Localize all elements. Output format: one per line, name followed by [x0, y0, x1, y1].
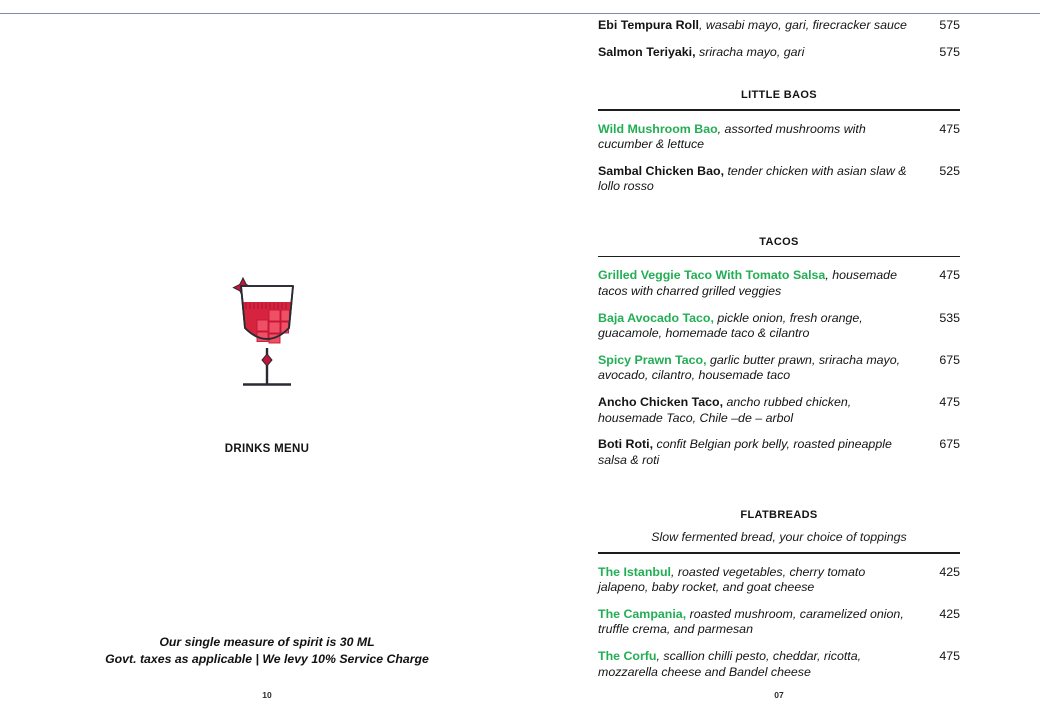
menu-item-price: 425 [939, 564, 960, 579]
menu-item-text [598, 122, 916, 153]
menu-item-description: tender chicken with asian slaw & lollo rosso [598, 163, 907, 194]
menu-item-text [598, 437, 916, 468]
menu-item-text [598, 395, 916, 426]
menu-item-text [598, 649, 916, 680]
menu-item-text [598, 45, 916, 61]
section-heading: TACOS [759, 235, 799, 248]
menu-item-description: confit Belgian pork belly, roasted pineapple salsa & roti [598, 437, 892, 467]
menu-item-description: , assorted mushrooms with cucumber & lettuce [598, 121, 866, 152]
section-spacer [598, 206, 960, 236]
section-spacer [598, 479, 960, 509]
section-subtitle: Slow fermented bread, your choice of toppings [651, 530, 907, 545]
menu-item-text [598, 311, 916, 342]
menu-item [598, 18, 960, 34]
menu-item [598, 395, 960, 426]
page-number-right: 07 [774, 690, 784, 700]
menu-item-price: 535 [939, 310, 960, 325]
menu-section [598, 89, 960, 195]
menu-item-name: Wild Mushroom Bao [598, 121, 718, 136]
menu-item-price: 675 [939, 437, 960, 452]
menu-item-name: Boti Roti, [598, 437, 654, 452]
spirit-measure-note: Our single measure of spirit is 30 ML [159, 635, 375, 649]
drinks-menu-title: DRINKS MENU [224, 443, 310, 455]
menu-item-description: pickle onion, fresh orange, guacamole, homemade taco & cilantro [598, 310, 863, 341]
menu-item-name: The Corfu [598, 649, 657, 664]
menu-item-text [598, 18, 916, 34]
menu-item-price: 475 [939, 268, 960, 283]
menu-item-price: 475 [939, 121, 960, 136]
menu-item-price: 575 [939, 44, 960, 59]
menu-item-price: 575 [939, 18, 960, 32]
section-heading: LITTLE BAOS [741, 89, 817, 102]
menu-item-price: 475 [939, 394, 960, 409]
taxes-service-charge-note: Govt. taxes as applicable | We levy 10% Service Charge [105, 652, 429, 666]
menu-item-text [598, 164, 916, 195]
cocktail-glass-illustration [0, 262, 534, 397]
menu-item-price: 475 [939, 649, 960, 664]
menu-item-price: 425 [939, 606, 960, 621]
menu-item-name: Spicy Prawn Taco, [598, 352, 707, 367]
section-heading: FLATBREADS [740, 509, 818, 522]
menu-item [598, 268, 960, 299]
menu-item-name: Salmon Teriyaki, [598, 44, 696, 59]
menu-item-text [598, 353, 916, 384]
menu-item-description: sriracha mayo, gari [695, 44, 805, 59]
menu-item [598, 437, 960, 468]
menu-item-list [598, 122, 960, 195]
menu-item [598, 122, 960, 153]
menu-item-name: Ancho Chicken Taco, [598, 394, 724, 409]
menu-item-text [598, 268, 916, 299]
menu-item-text [598, 607, 916, 638]
menu-item-name: The Istanbul [598, 564, 671, 579]
menu-item-name: Ebi Tempura Roll [598, 18, 699, 32]
menu-item [598, 607, 960, 638]
menu-item-price: 675 [939, 352, 960, 367]
menu-item-description: , scallion chilli pesto, cheddar, ricotta, mozzarella cheese and Bandel cheese [598, 649, 862, 679]
section-divider-rule [598, 552, 960, 553]
menu-item [598, 45, 960, 61]
menu-item [598, 565, 960, 596]
menu-item [598, 353, 960, 384]
menu-item [598, 164, 960, 195]
continued-items-list [598, 18, 960, 60]
menu-item-list [598, 565, 960, 681]
menu-section [598, 236, 960, 468]
menu-item-description: , roasted vegetables, cherry tomato jalapeno, baby rocket, and goat cheese [598, 564, 866, 595]
menu-item-price: 525 [939, 163, 960, 178]
menu-item-list [598, 268, 960, 468]
left-page-footer [0, 634, 534, 668]
section-spacer [598, 71, 960, 89]
page-number-left: 10 [262, 690, 272, 700]
menu-item-description: ancho rubbed chicken, housemade Taco, Chile –de – arbol [598, 394, 852, 425]
menu-item-text [598, 565, 916, 596]
menu-item-description: roasted mushroom, caramelized onion, truffle crema, and parmesan [598, 606, 904, 637]
menu-item-description: , housemade tacos with charred grilled veggies [598, 268, 897, 298]
menu-item-name: Baja Avocado Taco, [598, 310, 714, 325]
menu-item-description: garlic butter prawn, sriracha mayo, avocado, cilantro, housemade taco [598, 352, 901, 383]
section-divider-rule [598, 256, 960, 257]
menu-item [598, 311, 960, 342]
menu-item [598, 649, 960, 680]
menu-item-name: The Campania, [598, 606, 687, 621]
menu-item-name: Sambal Chicken Bao, [598, 163, 725, 178]
section-divider-rule [598, 109, 960, 110]
menu-item-name: Grilled Veggie Taco With Tomato Salsa [598, 268, 826, 283]
right-page [598, 18, 960, 691]
menu-item-description: , wasabi mayo, gari, firecracker sauce [698, 18, 907, 32]
menu-section [598, 509, 960, 680]
